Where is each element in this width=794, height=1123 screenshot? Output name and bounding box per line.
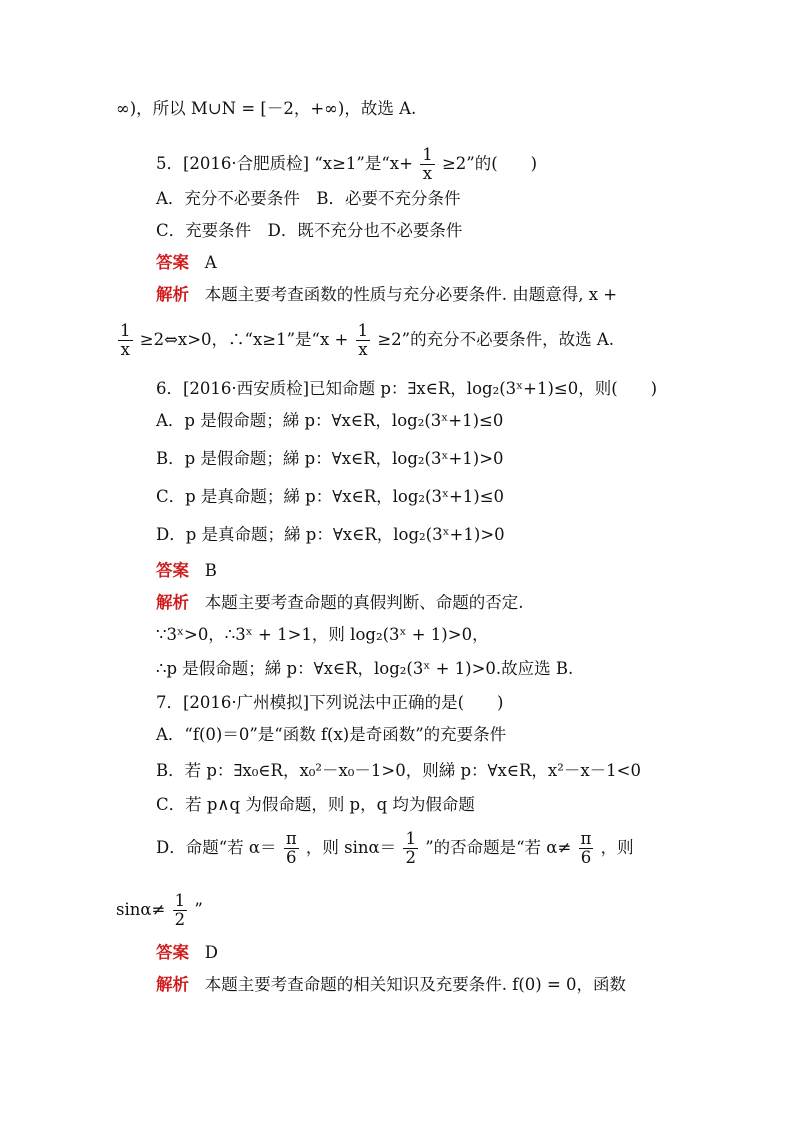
question-5-stem <box>156 146 537 183</box>
answer-label: 答案 <box>156 943 189 962</box>
question-6-explanation-2: ∵3ˣ>0，∴3ˣ + 1>1，则 log₂(3ˣ + 1)>0， <box>156 625 489 644</box>
question-6-option-a: A．p 是假命题；綈 p：∀x∈R，log₂(3ˣ+1)≤0 <box>156 411 504 430</box>
numerator: 1 <box>174 891 186 910</box>
explanation-label: 解析 <box>156 975 189 994</box>
explanation-text: 本题主要考查命题的真假判断、命题的否定. <box>204 593 524 612</box>
question-5-options-ab: A．充分不必要条件 B．必要不充分条件 <box>156 189 461 208</box>
explanation-text: ≥2⇔x>0，∴“x≥1”是“x + <box>139 330 349 349</box>
option-text: ”的否命题是“若 α≠ <box>425 838 572 857</box>
explanation-text: 本题主要考查命题的相关知识及充要条件. f(0) = 0，函数 <box>204 975 627 994</box>
question-5-explanation <box>156 284 617 306</box>
question-7-option-c: C．若 p∧q 为假命题，则 p，q 均为假命题 <box>156 795 475 814</box>
question-7-option-d <box>156 830 634 867</box>
question-7-option-a: A．“f(0)＝0”是“函数 f(x)是奇函数”的充要条件 <box>156 725 507 744</box>
question-6-stem: 6．[2016·西安质检]已知命题 p：∃x∈R，log₂(3ˣ+1)≤0，则( ) <box>156 379 658 398</box>
question-6-answer <box>156 560 217 582</box>
option-text: D．命题“若 α＝ <box>156 838 277 857</box>
answer-label: 答案 <box>156 253 189 272</box>
fraction-1-over-x <box>118 322 133 359</box>
denominator: 6 <box>580 848 592 867</box>
question-6-option-b: B．p 是假命题；綈 p：∀x∈R，log₂(3ˣ+1)>0 <box>156 449 504 468</box>
answer-value: B <box>204 561 217 580</box>
fraction-1-over-x <box>356 322 371 359</box>
denominator: x <box>120 340 130 359</box>
question-7-option-b: B．若 p：∃x₀∈R，x₀²－x₀－1>0，则綈 p：∀x∈R，x²－x－1<0 <box>156 761 641 780</box>
numerator: π <box>285 829 297 848</box>
question-7-explanation <box>156 974 626 996</box>
question-5-explanation-cont <box>116 322 614 359</box>
question-5-answer <box>156 252 217 274</box>
fraction-1-over-2 <box>173 892 188 929</box>
question-7-answer <box>156 942 218 964</box>
answer-label: 答案 <box>156 561 189 580</box>
explanation-text: 本题主要考查函数的性质与充分必要条件. 由题意得, x + <box>204 285 618 304</box>
option-text: ，则 <box>600 838 634 857</box>
answer-value: A <box>204 253 217 272</box>
numerator: 1 <box>405 829 416 848</box>
explanation-label: 解析 <box>156 593 189 612</box>
fraction-1-over-x <box>420 146 435 183</box>
question-text: “x≥1”是“x+ <box>314 154 413 173</box>
numerator: 1 <box>120 321 131 340</box>
explanation-text: ≥2”的充分不必要条件，故选 A. <box>377 330 615 349</box>
text-line: ∞)，所以 M∪N = [－2，+∞)，故选 A. <box>116 99 417 118</box>
fraction-pi-over-6 <box>579 830 594 867</box>
option-text: ，则 sinα＝ <box>305 838 397 857</box>
denominator: x <box>422 164 433 183</box>
explanation-label: 解析 <box>156 285 189 304</box>
denominator: x <box>358 340 368 359</box>
numerator: 1 <box>422 145 433 164</box>
option-text: ” <box>194 900 203 919</box>
denominator: 2 <box>174 910 186 929</box>
answer-value: D <box>204 943 218 962</box>
numerator: π <box>580 829 592 848</box>
denominator: 6 <box>285 848 297 867</box>
fraction-1-over-2 <box>403 830 418 867</box>
denominator: 2 <box>405 848 416 867</box>
fraction-pi-over-6 <box>284 830 299 867</box>
question-source: 5．[2016·合肥质检] <box>156 154 310 173</box>
question-6-option-c: C．p 是真命题；綈 p：∀x∈R，log₂(3ˣ+1)≤0 <box>156 487 505 506</box>
question-text: ≥2”的( ) <box>441 154 538 173</box>
option-text: sinα≠ <box>116 900 166 919</box>
question-6-option-d: D．p 是真命题；綈 p：∀x∈R，log₂(3ˣ+1)>0 <box>156 525 505 544</box>
question-7-option-d-cont <box>116 892 203 929</box>
question-6-explanation <box>156 592 524 614</box>
question-5-options-cd: C．充要条件 D．既不充分也不必要条件 <box>156 221 463 240</box>
numerator: 1 <box>357 321 369 340</box>
question-6-explanation-3: ∴p 是假命题；綈 p：∀x∈R，log₂(3ˣ + 1)>0.故应选 B. <box>156 659 574 678</box>
question-7-stem: 7．[2016·广州模拟]下列说法中正确的是( ) <box>156 693 504 712</box>
